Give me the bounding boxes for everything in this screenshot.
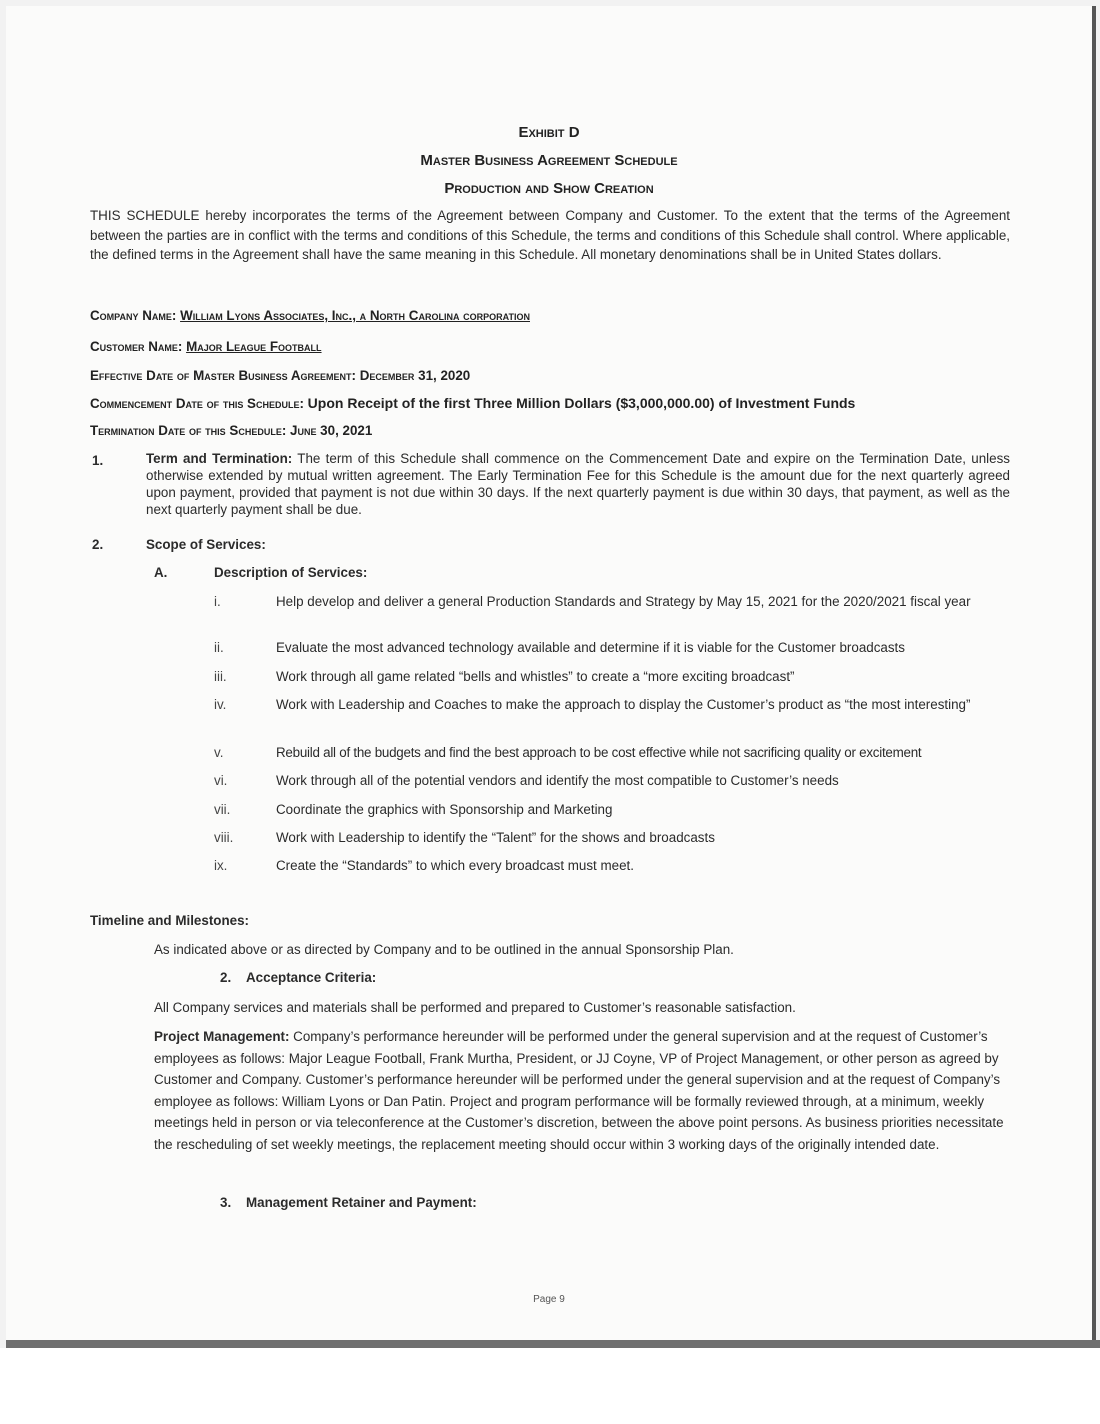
company-name-value: William Lyons Associates, Inc., a North Carolina corporation: [180, 308, 530, 323]
effective-date-label: Effective Date of Master Business Agreement:: [90, 368, 360, 383]
service-item-text: Work with Leadership to identify the “Talent” for the shows and broadcasts: [276, 830, 715, 845]
service-item-number: ii.: [214, 640, 224, 655]
scan-shadow-bottom: [6, 1340, 1100, 1348]
service-item-text: Coordinate the graphics with Sponsorship and Marketing: [276, 802, 613, 817]
effective-date-value: December 31, 2020: [359, 368, 471, 383]
section-1-number: 1.: [92, 453, 104, 468]
project-management-text: Company’s performance hereunder will be performed under the general supervision and at the request of Customer’s employees as follows: Major League Football, Frank Murtha, President, or JJ Coyne, VP of Project Management, or other person as agreed by Customer and Company. Customer’s performance hereunder will be performed under the general supervision and at the request of Company’s employee as follows: William Lyons or Dan Patin. Project and program performance will be formally reviewed through, at a minimum, weekly meetings held in person or via teleconference at the Customer’s discretion, between the above point persons. As business priorities necessitate the rescheduling of set weekly meetings, the replacement meeting should occur within 3 working days of the originally intended date.: [154, 1029, 1004, 1152]
customer-name-value: Major League Football: [186, 339, 322, 354]
exhibit-title: Exhibit D: [518, 124, 580, 141]
project-management-paragraph: [154, 1026, 1014, 1155]
section-1-paragraph: [146, 450, 1010, 518]
subsection-a-letter: A.: [154, 565, 168, 580]
timeline-text: As indicated above or as directed by Company and to be outlined in the annual Sponsorship Plan.: [154, 942, 734, 957]
company-name-field: [90, 308, 530, 323]
termination-date-value: June 30, 2021: [290, 423, 373, 438]
service-item-text: Work with Leadership and Coaches to make the approach to display the Customer’s product as “the most interesting”: [276, 697, 971, 712]
service-item-text: Create the “Standards” to which every broadcast must meet.: [276, 858, 634, 873]
service-item-number: iv.: [214, 697, 227, 712]
section-1-heading: Term and Termination:: [146, 451, 293, 466]
section-1-text: The term of this Schedule shall commence on the Commencement Date and expire on the Termination Date, unless otherwise extended by mutual written agreement. The Early Termination Fee for this Schedule is the amount due for the next quarterly agreed upon payment, provided that payment is not due within 30 days. If the next quarterly payment is due within 30 days, that payment, as well as the next quarterly payment shall be due.: [146, 451, 1010, 517]
termination-date-field: [90, 423, 372, 438]
termination-date-label: Termination Date of this Schedule:: [90, 423, 291, 438]
service-item-text: Evaluate the most advanced technology available and determine if it is viable for the Customer broadcasts: [276, 640, 905, 655]
commencement-date-field: [90, 395, 855, 411]
scan-margin: [0, 1348, 1100, 1424]
service-item-number: v.: [214, 745, 224, 760]
customer-name-field: [90, 339, 322, 354]
project-management-heading: Project Management:: [154, 1029, 290, 1044]
customer-name-label: Customer Name:: [90, 339, 187, 354]
company-name-label: Company Name:: [90, 308, 181, 323]
service-item-text: Work through all game related “bells and whistles” to create a “more exciting broadcast”: [276, 669, 795, 684]
service-item-text: Help develop and deliver a general Production Standards and Strategy by May 15, 2021 for the 2020/2021 fiscal year: [276, 594, 971, 609]
service-item-text: Work through all of the potential vendors and identify the most compatible to Customer’s needs: [276, 773, 839, 788]
service-item-text: Rebuild all of the budgets and find the best approach to be cost effective while not sacrificing quality or excitement: [276, 745, 922, 760]
service-item-number: viii.: [214, 830, 234, 845]
commencement-date-value: Upon Receipt of the first Three Million Dollars ($3,000,000.00) of Investment Funds: [307, 395, 856, 411]
service-item-number: vii.: [214, 802, 231, 817]
service-item-number: ix.: [214, 858, 228, 873]
effective-date-field: [90, 368, 470, 383]
service-item-number: vi.: [214, 773, 228, 788]
service-item-number: iii.: [214, 669, 227, 684]
document-page: [6, 6, 1096, 1340]
commencement-date-label: Commencement Date of this Schedule:: [90, 396, 308, 411]
intro-paragraph: THIS SCHEDULE hereby incorporates the terms of the Agreement between Company and Customer. To the extent that the terms of the Agreement between the parties are in conflict with the terms and conditions of this Schedule, the terms and conditions of this Schedule shall control. Where applicable, the defined terms in the Agreement shall have the same meaning in this Schedule. All monetary denominations shall be in United States dollars.: [90, 208, 1010, 262]
service-item-number: i.: [214, 594, 221, 609]
schedule-subtitle: Production and Show Creation: [444, 180, 654, 197]
subsection-a-heading: Description of Services:: [214, 565, 368, 580]
section-2-heading: Scope of Services:: [146, 537, 266, 552]
page-number: Page 9: [533, 1294, 565, 1305]
acceptance-text: All Company services and materials shall be performed and prepared to Customer’s reasonable satisfaction.: [154, 1000, 796, 1015]
acceptance-number: 2.: [220, 970, 232, 985]
section-2-number: 2.: [92, 537, 104, 552]
retainer-heading: Management Retainer and Payment:: [246, 1195, 477, 1210]
acceptance-heading: Acceptance Criteria:: [246, 970, 377, 985]
timeline-heading: Timeline and Milestones:: [90, 913, 249, 928]
retainer-number: 3.: [220, 1195, 232, 1210]
schedule-title: Master Business Agreement Schedule: [420, 152, 678, 169]
